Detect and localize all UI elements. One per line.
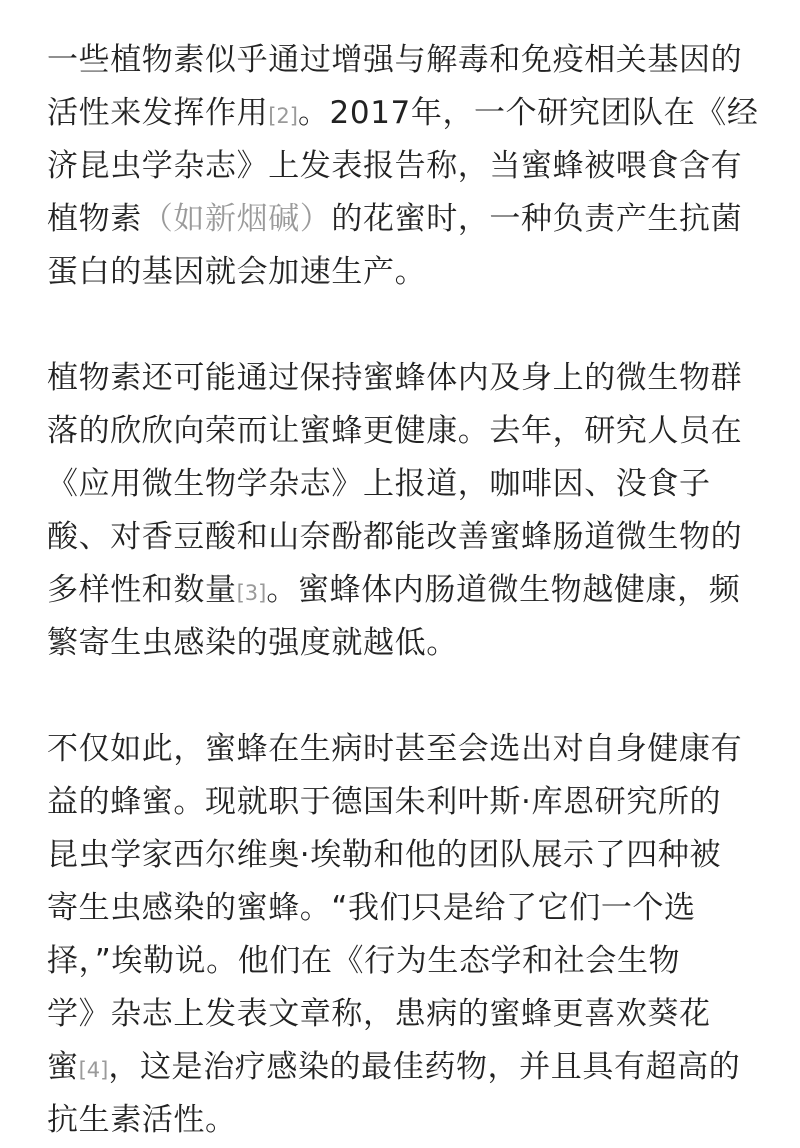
line-text: 一些植物素似乎通过增强与解毒和免疫相关基因的	[47, 42, 743, 78]
text-line	[47, 140, 756, 193]
line-text: 益的蜂蜜。现就职于德国朱利叶斯·库恩研究所的	[47, 784, 722, 820]
line-text-continued: 。2017年，一个研究团队在《经	[297, 95, 759, 131]
text-line	[47, 776, 756, 829]
paragraph-3	[47, 723, 756, 1147]
paragraph-1	[47, 34, 759, 299]
line-text: 不仅如此，蜜蜂在生病时甚至会选出对自身健康有	[47, 731, 743, 767]
text-line	[47, 935, 756, 988]
line-text: 多样性和数量	[47, 572, 237, 608]
line-text-continued: 的花蜜时，一种负责产生抗菌	[331, 201, 743, 237]
line-text: 《应用微生物学杂志》上报道，咖啡因、没食子	[47, 466, 711, 502]
text-line	[47, 352, 756, 405]
line-text: 择，”埃勒说。他们在《行为生态学和社会生物	[47, 943, 681, 979]
text-line	[47, 1094, 756, 1147]
line-text: 落的欣欣向荣而让蜜蜂更健康。去年，研究人员在	[47, 413, 743, 449]
line-text: 繁寄生虫感染的强度就越低。	[47, 625, 458, 661]
line-text: 植物素	[47, 201, 142, 237]
reference-marker[interactable]: [3]	[236, 581, 267, 605]
text-line	[47, 882, 756, 935]
line-text-continued: 。蜜蜂体内肠道微生物越健康，频	[266, 572, 741, 608]
paragraph-gap	[47, 670, 756, 723]
reference-marker[interactable]: [2]	[268, 104, 298, 128]
inline-note: （如新烟碱）	[141, 201, 332, 237]
text-line	[47, 458, 756, 511]
line-text: 蜜	[47, 1049, 79, 1085]
text-line	[47, 405, 756, 458]
reference-marker[interactable]: [4]	[78, 1058, 109, 1082]
paragraph-gap	[47, 299, 756, 352]
line-text: 抗生素活性。	[47, 1102, 237, 1138]
line-text: 昆虫学家西尔维奥·埃勒和他的团队展示了四种被	[47, 837, 722, 873]
line-text: 学》杂志上发表文章称，患病的蜜蜂更喜欢葵花	[47, 996, 711, 1032]
text-line	[47, 988, 756, 1041]
line-text: 济昆虫学杂志》上发表报告称，当蜜蜂被喂食含有	[47, 148, 743, 184]
paragraph-2	[47, 352, 756, 670]
line-text: 植物素还可能通过保持蜜蜂体内及身上的微生物群	[47, 360, 743, 396]
text-line	[47, 246, 756, 299]
line-text: 活性来发挥作用	[47, 95, 269, 131]
text-line	[47, 1041, 756, 1094]
line-text-continued: ，这是治疗感染的最佳药物，并且具有超高的	[108, 1049, 741, 1085]
text-line	[47, 723, 756, 776]
text-line	[47, 564, 756, 617]
text-line	[47, 511, 756, 564]
text-line	[47, 617, 756, 670]
text-line	[47, 829, 756, 882]
text-line	[47, 87, 759, 140]
text-line	[47, 34, 756, 87]
text-line	[47, 193, 756, 246]
line-text: 酸、对香豆酸和山奈酚都能改善蜜蜂肠道微生物的	[47, 519, 743, 555]
line-text: 蛋白的基因就会加速生产。	[47, 254, 427, 290]
line-text: 寄生虫感染的蜜蜂。“我们只是给了它们一个选	[47, 890, 696, 926]
